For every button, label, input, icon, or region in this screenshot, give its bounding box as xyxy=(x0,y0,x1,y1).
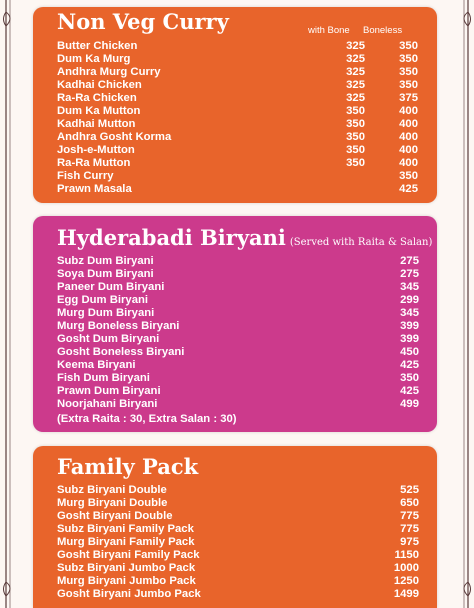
item-price: 1250 xyxy=(393,575,419,587)
item-name: Keema Biryani xyxy=(57,359,136,371)
menu-item xyxy=(57,66,437,79)
section-title xyxy=(57,225,432,250)
item-name: Andhra Gosht Korma xyxy=(57,131,172,143)
menu-item xyxy=(57,157,437,170)
item-price: 499 xyxy=(400,398,419,410)
menu-item xyxy=(57,53,437,66)
item-price: 425 xyxy=(400,385,419,397)
item-price: 399 xyxy=(400,320,419,332)
item-name: Dum Ka Mutton xyxy=(57,105,141,117)
item-name: Paneer Dum Biryani xyxy=(57,281,165,293)
item-price: 345 xyxy=(400,307,419,319)
item-price: 399 xyxy=(400,333,419,345)
menu-item xyxy=(57,510,437,523)
price-boneless: 400 xyxy=(399,144,418,156)
item-name: Gosht Dum Biryani xyxy=(57,333,160,345)
family-pack-panel xyxy=(33,446,437,608)
price-boneless: 400 xyxy=(399,118,418,130)
price-with-bone: 350 xyxy=(346,118,365,130)
section-title: Non Veg Curry xyxy=(57,9,229,34)
menu-item xyxy=(57,320,437,333)
hyderabadi-biryani-panel xyxy=(33,216,437,432)
menu-item xyxy=(57,281,437,294)
item-name: Gosht Biryani Jumbo Pack xyxy=(57,588,201,600)
price-boneless: 350 xyxy=(399,53,418,65)
price-boneless: 350 xyxy=(399,40,418,52)
item-price: 450 xyxy=(400,346,419,358)
item-name: Gosht Boneless Biryani xyxy=(57,346,185,358)
non-veg-curry-panel xyxy=(33,7,437,203)
menu-item xyxy=(57,118,437,131)
menu-item xyxy=(57,549,437,562)
item-name: Subz Dum Biryani xyxy=(57,255,154,267)
column-header-with-bone: with Bone xyxy=(308,25,350,36)
item-price: 345 xyxy=(400,281,419,293)
menu-item xyxy=(57,588,437,601)
menu-item xyxy=(57,40,437,53)
item-price: 1000 xyxy=(393,562,419,574)
item-name: Subz Biryani Jumbo Pack xyxy=(57,562,196,574)
price-with-bone: 325 xyxy=(346,53,365,65)
menu-item xyxy=(57,536,437,549)
item-name: Murg Boneless Biryani xyxy=(57,320,180,332)
price-boneless: 375 xyxy=(399,92,418,104)
item-name: Prawn Dum Biryani xyxy=(57,385,161,397)
price-boneless: 350 xyxy=(399,66,418,78)
menu-item xyxy=(57,523,437,536)
item-name: Fish Dum Biryani xyxy=(57,372,150,384)
menu-item xyxy=(57,359,437,372)
menu-item xyxy=(57,497,437,510)
menu-item xyxy=(57,268,437,281)
menu-list xyxy=(57,484,437,601)
decorative-border-left xyxy=(0,0,18,608)
section-title-text: Hyderabadi Biryani xyxy=(57,225,286,250)
price-with-bone: 350 xyxy=(346,131,365,143)
section-title: Family Pack xyxy=(57,454,199,479)
price-boneless: 400 xyxy=(399,131,418,143)
menu-item xyxy=(57,294,437,307)
section-subtitle: (Served with Raita & Salan) xyxy=(289,237,433,248)
menu-item xyxy=(57,307,437,320)
column-header-boneless: Boneless xyxy=(363,25,403,36)
menu-list xyxy=(57,40,437,196)
item-name: Subz Biryani Double xyxy=(57,484,167,496)
menu-item xyxy=(57,170,437,183)
item-price: 975 xyxy=(400,536,419,548)
item-price: 1499 xyxy=(393,588,419,600)
item-price: 775 xyxy=(400,523,419,535)
menu-item xyxy=(57,105,437,118)
price-boneless: 350 xyxy=(399,170,418,182)
item-name: Murg Biryani Jumbo Pack xyxy=(57,575,196,587)
menu-item xyxy=(57,346,437,359)
item-name: Kadhai Mutton xyxy=(57,118,136,130)
price-with-bone: 350 xyxy=(346,144,365,156)
price-with-bone: 325 xyxy=(346,66,365,78)
item-price: 1150 xyxy=(394,549,419,561)
item-price: 275 xyxy=(400,268,419,280)
item-price: 775 xyxy=(400,510,419,522)
item-name: Murg Biryani Double xyxy=(57,497,168,509)
menu-item xyxy=(57,255,437,268)
menu-item xyxy=(57,79,437,92)
menu-item xyxy=(57,131,437,144)
menu-item xyxy=(57,398,437,411)
decorative-border-right xyxy=(456,0,474,608)
menu-item xyxy=(57,92,437,105)
item-price: 275 xyxy=(400,255,419,267)
price-with-bone: 350 xyxy=(346,157,365,169)
item-name: Subz Biryani Family Pack xyxy=(57,523,194,535)
price-with-bone: 325 xyxy=(346,92,365,104)
menu-item xyxy=(57,183,437,196)
item-name: Ra-Ra Mutton xyxy=(57,157,131,169)
price-boneless: 425 xyxy=(399,183,418,195)
item-name: Murg Dum Biryani xyxy=(57,307,155,319)
price-boneless: 400 xyxy=(399,157,418,169)
price-boneless: 350 xyxy=(399,79,418,91)
menu-item xyxy=(57,562,437,575)
menu-item xyxy=(57,372,437,385)
item-name: Butter Chicken xyxy=(57,40,138,52)
item-price: 425 xyxy=(400,359,419,371)
item-name: Murg Biryani Family Pack xyxy=(57,536,195,548)
item-name: Kadhai Chicken xyxy=(57,79,142,91)
item-price: 350 xyxy=(400,372,419,384)
item-name: Ra-Ra Chicken xyxy=(57,92,137,104)
price-with-bone: 325 xyxy=(346,79,365,91)
item-name: Egg Dum Biryani xyxy=(57,294,149,306)
price-with-bone: 325 xyxy=(346,40,365,52)
extras-note: (Extra Raita : 30, Extra Salan : 30) xyxy=(57,413,237,425)
price-boneless: 400 xyxy=(399,105,418,117)
item-price: 525 xyxy=(400,484,419,496)
menu-item xyxy=(57,575,437,588)
menu-list xyxy=(57,255,437,411)
item-name: Gosht Biryani Family Pack xyxy=(57,549,200,561)
item-name: Noorjahani Biryani xyxy=(57,398,158,410)
item-name: Dum Ka Murg xyxy=(57,53,131,65)
item-name: Fish Curry xyxy=(57,170,114,182)
menu-item xyxy=(57,385,437,398)
item-name: Gosht Biryani Double xyxy=(57,510,173,522)
price-with-bone: 350 xyxy=(346,105,365,117)
menu-item xyxy=(57,333,437,346)
item-price: 650 xyxy=(400,497,419,509)
item-name: Soya Dum Biryani xyxy=(57,268,154,280)
menu-item xyxy=(57,144,437,157)
item-name: Josh-e-Mutton xyxy=(57,144,135,156)
item-name: Prawn Masala xyxy=(57,183,132,195)
item-name: Andhra Murg Curry xyxy=(57,66,161,78)
menu-item xyxy=(57,484,437,497)
item-price: 299 xyxy=(400,294,419,306)
